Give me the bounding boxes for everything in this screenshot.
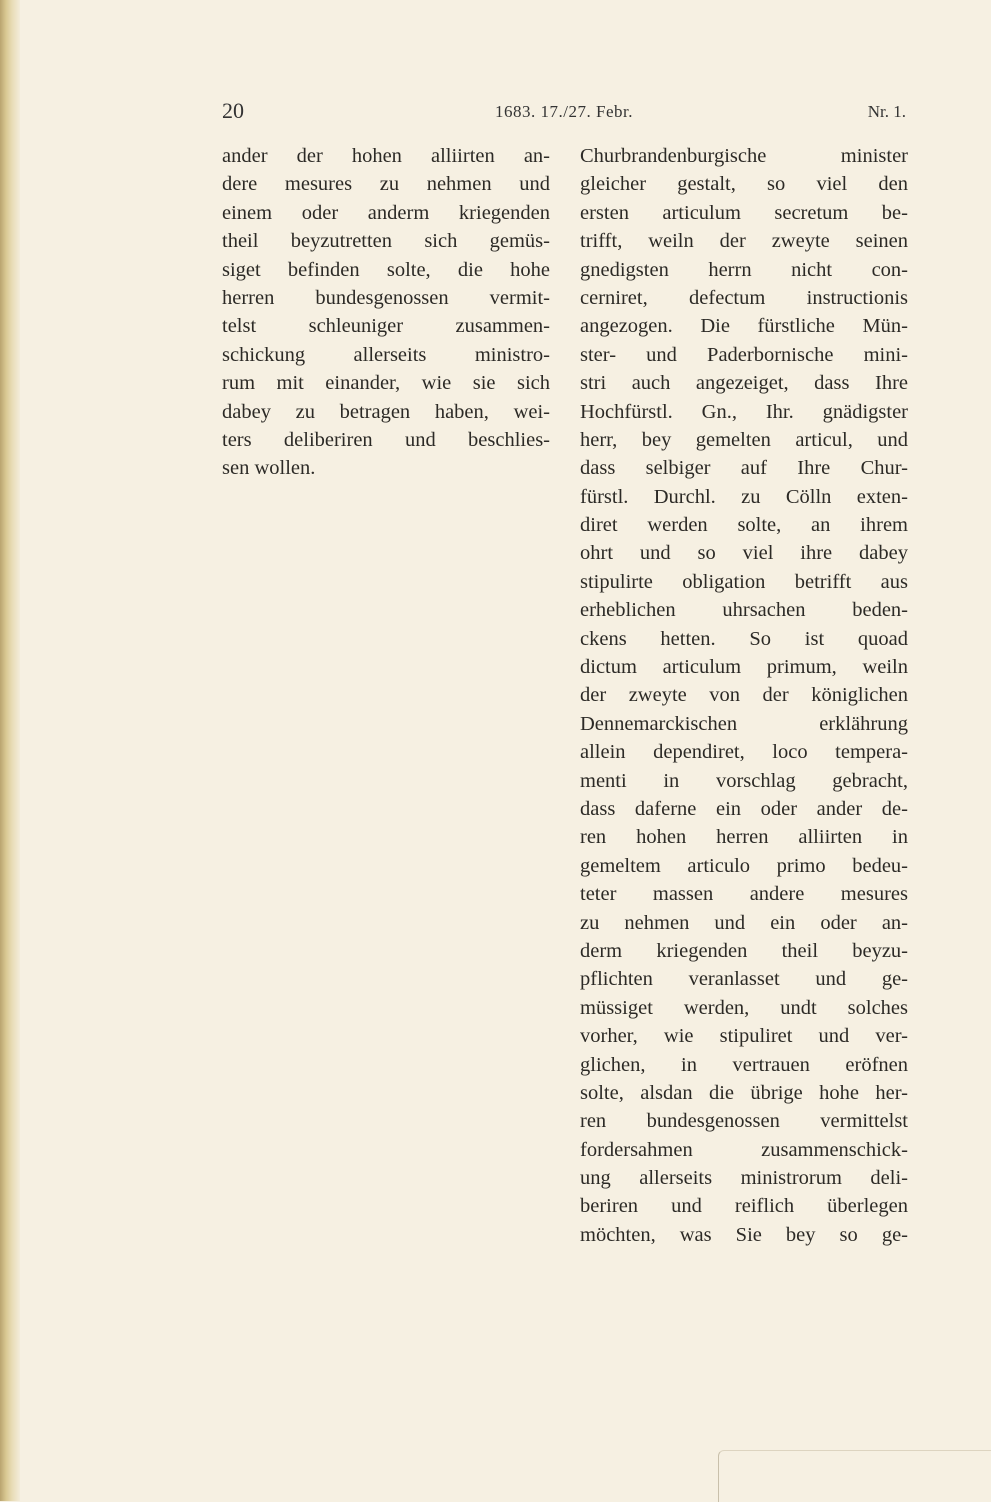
text-line: Hochfürstl. Gn., Ihr. gnädigster: [580, 400, 908, 423]
text-line: zu nehmen und ein oder an-: [580, 911, 908, 934]
text-line: dass selbiger auf Ihre Chur-: [580, 457, 908, 480]
text-line: ander der hohen alliirten an-: [222, 145, 550, 167]
text-line: allein dependiret, loco tempera-: [580, 741, 908, 764]
text-line: teter massen andere mesures: [580, 883, 908, 906]
text-line: gemeltem articulo primo bedeu-: [580, 854, 908, 877]
text-line: stipulirte obligation betrifft aus: [580, 570, 908, 593]
text-line: müssiget werden, undt solches: [580, 996, 908, 1019]
text-line: ohrt und so viel ihre dabey: [580, 542, 908, 565]
text-line: stri auch angezeiget, dass Ihre: [580, 372, 908, 395]
text-line: sen wollen.: [222, 457, 316, 480]
text-line: dictum articulum primum, weiln: [580, 656, 908, 679]
text-line: gleicher gestalt, so viel den: [580, 173, 908, 196]
text-line: einem oder anderm kriegenden: [222, 201, 550, 224]
text-line: der zweyte von der königlichen: [580, 684, 908, 707]
document-number: Nr. 1.: [867, 102, 906, 121]
page-header: [222, 98, 906, 128]
text-line: herren bundesgenossen vermit-: [222, 286, 550, 309]
text-line: solte, alsdan die übrige hohe her-: [580, 1081, 908, 1104]
text-line: siget befinden solte, die hohe: [222, 258, 550, 281]
text-line: ersten articulum secretum be-: [580, 201, 908, 224]
text-line: menti in vorschlag gebracht,: [580, 769, 908, 792]
text-line: pflichten veranlasset und ge-: [580, 968, 908, 991]
text-line: beriren und reiflich überlegen: [580, 1195, 908, 1218]
text-line: cerniret, defectum instructionis: [580, 286, 908, 309]
text-line: ckens hetten. So ist quoad: [580, 627, 908, 650]
text-line: diret werden solte, an ihrem: [580, 514, 908, 537]
running-title: 1683. 17./27. Febr.: [495, 102, 633, 121]
text-line: vorher, wie stipuliret und ver-: [580, 1025, 908, 1048]
text-line: telst schleuniger zusammen-: [222, 315, 550, 338]
text-line: derm kriegenden theil beyzu-: [580, 939, 908, 962]
right-text-column: [580, 142, 908, 1249]
text-line: dere mesures zu nehmen und: [222, 173, 550, 196]
page-number: 20: [222, 98, 244, 123]
text-line: möchten, was Sie bey so ge-: [580, 1223, 908, 1246]
text-line: ster- und Paderbornische mini-: [580, 343, 908, 366]
text-line: erheblichen uhrsachen beden-: [580, 599, 908, 622]
text-line: trifft, weiln der zweyte seinen: [580, 230, 908, 253]
text-line: Dennemarckischen erklährung: [580, 712, 908, 735]
text-line: rum mit einander, wie sie sich: [222, 372, 550, 395]
text-line: angezogen. Die fürstliche Mün-: [580, 315, 908, 338]
text-line: fürstl. Durchl. zu Cölln exten-: [580, 485, 908, 508]
text-line: ters deliberiren und beschlies-: [222, 428, 550, 451]
page-corner-mark: [718, 1450, 991, 1502]
text-line: dass daferne ein oder ander de-: [580, 797, 908, 820]
text-line: ren hohen herren alliirten in: [580, 826, 908, 849]
text-line: ung allerseits ministrorum deli-: [580, 1167, 908, 1190]
text-line: dabey zu betragen haben, wei-: [222, 400, 550, 423]
text-line: schickung allerseits ministro-: [222, 343, 550, 366]
text-line: gnedigsten herrn nicht con-: [580, 258, 908, 281]
text-line: ren bundesgenossen vermittelst: [580, 1110, 908, 1133]
text-line: theil beyzutretten sich gemüs-: [222, 230, 550, 253]
text-line: fordersahmen zusammenschick-: [580, 1138, 908, 1161]
text-line: glichen, in vertrauen eröfnen: [580, 1053, 908, 1076]
text-line: herr, bey gemelten articul, und: [580, 428, 908, 451]
text-line: Churbrandenburgische minister: [580, 145, 908, 167]
left-text-column: [222, 142, 550, 483]
